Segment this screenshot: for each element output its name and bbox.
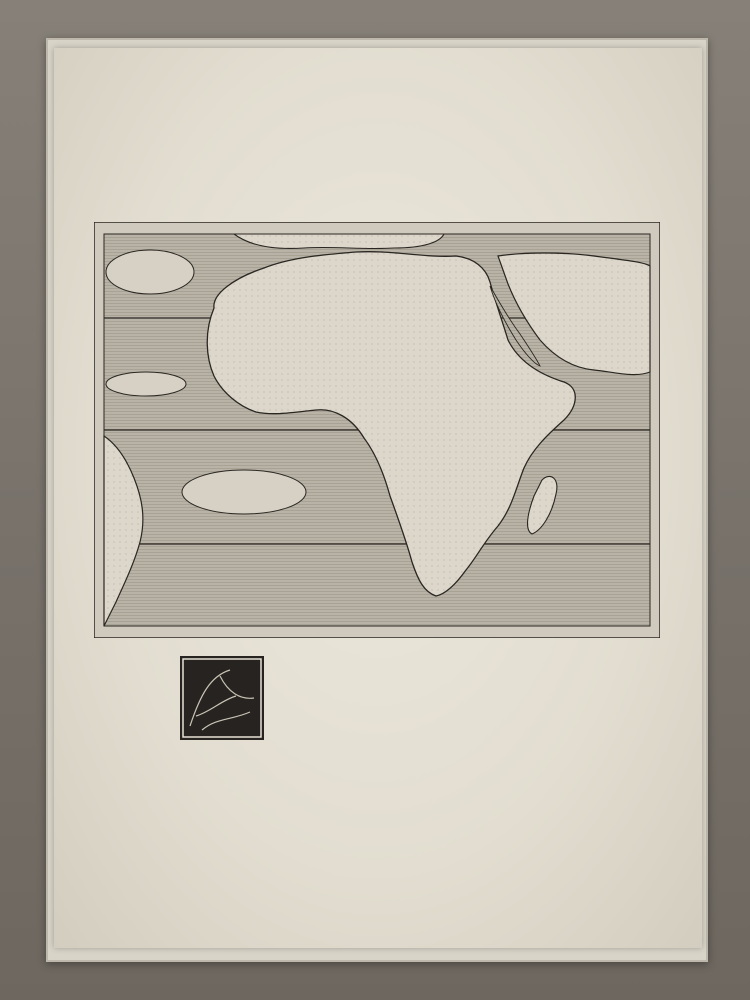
europe-landmass	[234, 234, 444, 249]
ocean-cartouche-atlantic	[106, 250, 194, 294]
decorated-initial-letter	[180, 656, 264, 740]
africa-map	[94, 222, 660, 638]
ocean-cartouche-aethiopicus	[182, 470, 306, 514]
ocean-cartouche-nort	[106, 372, 186, 396]
